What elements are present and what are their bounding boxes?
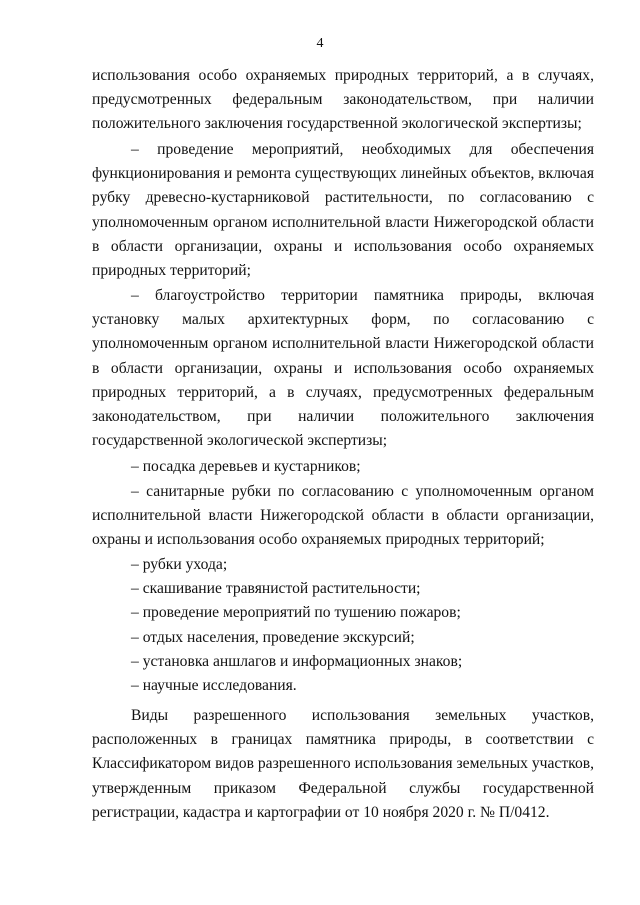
paragraph-continuation: использования особо охраняемых природных территорий, а в случаях, предусмотренных федеральным законодательством, при наличии положительного заключения государственной экологической экспертизы; bbox=[92, 67, 594, 133]
list-item: – рубки ухода; bbox=[131, 556, 228, 573]
list-item: – скашивание травянистой растительности; bbox=[131, 580, 421, 598]
body-text-final bbox=[92, 704, 594, 825]
list-item: – проведение мероприятий по тушению пожаров; bbox=[131, 604, 461, 622]
list-item: – санитарные рубки по согласованию с уполномоченным органом исполнительной власти Нижегородской области в области организации, охраны и использования особо охраняемых природных территорий; bbox=[92, 483, 594, 549]
list-item: – научные исследования. bbox=[131, 677, 297, 695]
body-text-list-4 bbox=[92, 480, 594, 553]
list-item: – посадка деревьев и кустарников; bbox=[131, 458, 361, 475]
page-number: 4 bbox=[316, 36, 324, 51]
list-item: – установка аншлагов и информационных знаков; bbox=[131, 652, 463, 670]
list-item: – отдых населения, проведение экскурсий; bbox=[131, 628, 415, 646]
list-item: – благоустройство территории памятника природы, включая установку малых архитектурных форм, по согласованию с уполномоченным органом исполнительной власти Нижегородской области в области организации, охраны и использования особо охраняемых природных территорий, а в случаях, предусмотренных федеральным законодательством, при наличии положительного заключения государственной экологической экспертизы; bbox=[92, 287, 594, 450]
body-text-list-3 bbox=[92, 455, 594, 479]
paragraph: Виды разрешенного использования земельных участков, расположенных в границах памятника природы, в соответствии с Классификатором видов разрешенного использования земельных участков, утвержденным приказом Федеральной службы государственной регистрации, кадастра и картографии от 10 ноября 2020 г. № П/0412. bbox=[92, 707, 594, 821]
body-text-list-2 bbox=[92, 284, 594, 453]
body-text-list-5 bbox=[92, 553, 594, 698]
body-text bbox=[92, 64, 594, 137]
body-text-list bbox=[92, 138, 594, 283]
list-item: – проведение мероприятий, необходимых для обеспечения функционирования и ремонта существующих линейных объектов, включая рубку древесно-кустарниковой растительности, по согласованию с уполномоченным органом исполнительной власти Нижегородской области в области организации, охраны и использования особо охраняемых природных территорий; bbox=[92, 141, 594, 280]
